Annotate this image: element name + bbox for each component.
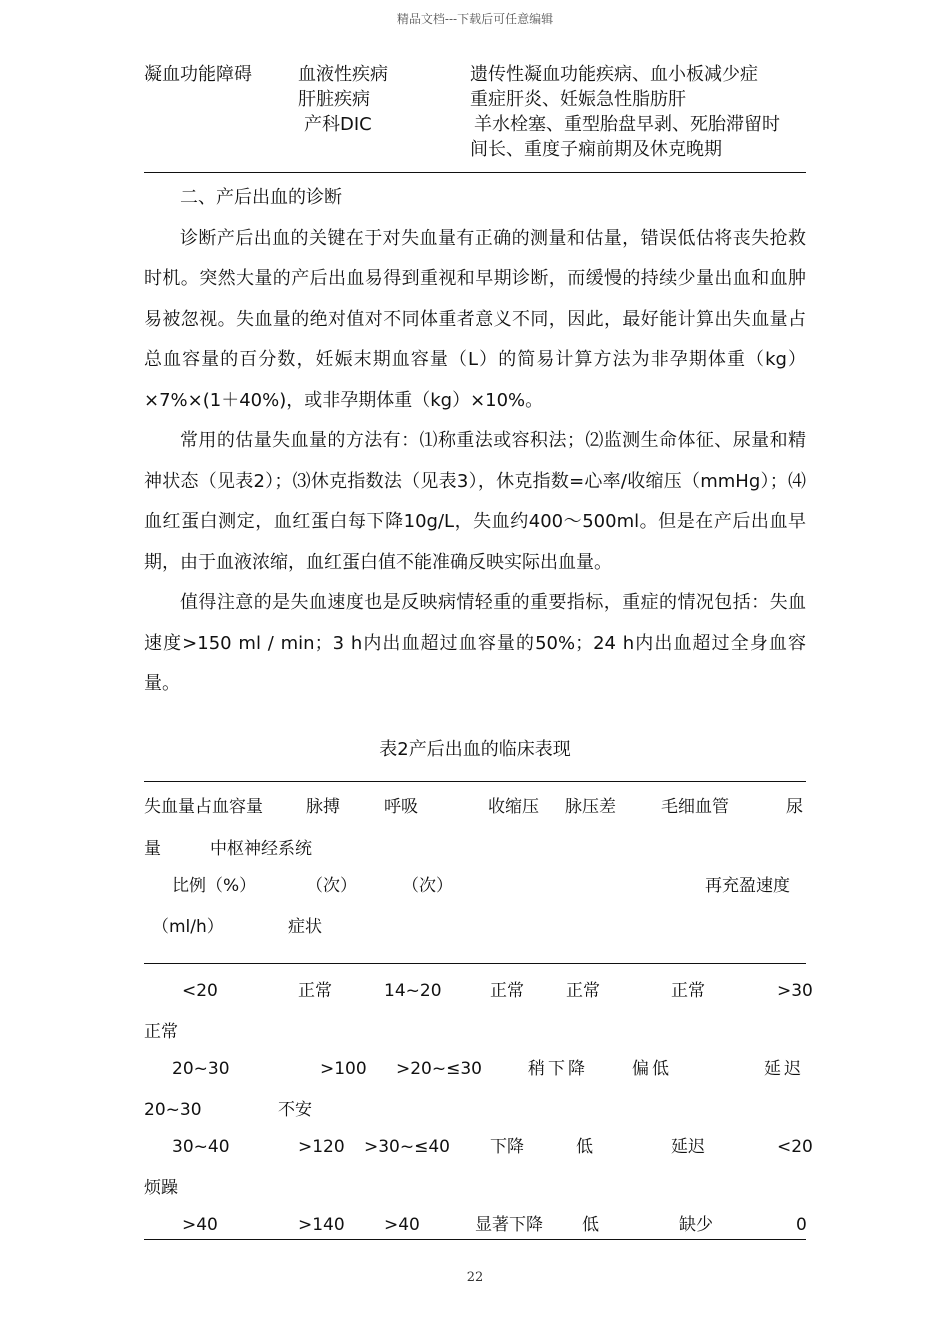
table-cell: >120 bbox=[298, 1137, 345, 1157]
paragraph: 常用的估量失血量的方法有：⑴称重法或容积法；⑵监测生命体征、尿量和精神状态（见表2）；⑶休克指数法（见表3），休克指数=心率/收缩压（mmHg）；⑷血红蛋白测定，血红蛋白每下降10g/L，失血约400～500ml。但是在产后出血早期，由于血液浓缩，血红蛋白值不能准确反映实际出血量。 bbox=[144, 430, 806, 573]
table-cell: 30~40 bbox=[172, 1137, 230, 1157]
header-cell: （次） bbox=[306, 876, 357, 896]
top-table-cell: 羊水栓塞、重型胎盘早剥、死胎滞留时 bbox=[474, 114, 780, 135]
table-cell: 20~30 bbox=[172, 1059, 230, 1079]
top-table-cell: 间长、重度子痫前期及休克晚期 bbox=[470, 139, 722, 160]
table-rule bbox=[144, 963, 806, 964]
header-cell: （ml/h） bbox=[152, 917, 224, 937]
table-cell: 0 bbox=[796, 1215, 807, 1235]
table-cell: >30 bbox=[777, 981, 813, 1001]
table-cell: 烦躁 bbox=[144, 1178, 178, 1198]
header-cell: 尿 bbox=[786, 797, 803, 817]
top-table-cell: 产科DIC bbox=[304, 114, 372, 135]
top-table-cell: 重症肝炎、妊娠急性脂肪肝 bbox=[470, 89, 686, 110]
table-cell: >20~≤30 bbox=[396, 1059, 482, 1079]
top-table-cell: 遗传性凝血功能疾病、血小板减少症 bbox=[470, 64, 758, 85]
header-cell: 脉搏 bbox=[306, 797, 340, 817]
table-cell: >40 bbox=[182, 1215, 218, 1235]
table-cell: 稍下降 bbox=[528, 1059, 588, 1079]
header-cell: 比例（%） bbox=[172, 876, 257, 896]
table-cell: 正常 bbox=[298, 981, 332, 1001]
header-cell: 再充盈速度 bbox=[705, 876, 790, 896]
top-table-cell: 凝血功能障碍 bbox=[144, 64, 252, 85]
header-cell: 失血量占血容量 bbox=[144, 797, 263, 817]
header-cell: 症状 bbox=[288, 917, 322, 937]
table-cell: 低 bbox=[582, 1215, 599, 1235]
header-cell: 量 bbox=[144, 839, 161, 859]
table-cell: 20~30 bbox=[144, 1100, 202, 1120]
body-text bbox=[144, 178, 806, 705]
table-cell: <20 bbox=[182, 981, 218, 1001]
top-table-cell: 血液性疾病 bbox=[298, 64, 388, 85]
table-cell: 下降 bbox=[490, 1137, 524, 1157]
table-cell: 低 bbox=[576, 1137, 593, 1157]
page-number: 22 bbox=[466, 1270, 484, 1285]
paragraph: 值得注意的是失血速度也是反映病情轻重的重要指标，重症的情况包括：失血速度>150 ml / min；3 h内出血超过血容量的50%；24 h内出血超过全身血容量。 bbox=[144, 592, 806, 694]
top-table-cell: 肝脏疾病 bbox=[298, 89, 370, 110]
table-caption: 表2产后出血的临床表现 bbox=[379, 739, 571, 760]
header-cell: 中枢神经系统 bbox=[210, 839, 312, 859]
table-cell: >100 bbox=[320, 1059, 367, 1079]
table-cell: >140 bbox=[298, 1215, 345, 1235]
table-cell: 缺少 bbox=[679, 1215, 713, 1235]
table-cell: <20 bbox=[777, 1137, 813, 1157]
table-cell: 14~20 bbox=[384, 981, 442, 1001]
table-cell: >40 bbox=[384, 1215, 420, 1235]
table-cell: 延迟 bbox=[764, 1059, 804, 1079]
table-cell: >30~≤40 bbox=[364, 1137, 450, 1157]
table-cell: 显著下降 bbox=[475, 1215, 543, 1235]
table-cell: 正常 bbox=[671, 981, 705, 1001]
header-cell: 收缩压 bbox=[488, 797, 539, 817]
table-rule bbox=[144, 781, 806, 782]
page-header: 精品文档---下载后可任意编辑 bbox=[396, 12, 554, 26]
section-heading: 二、产后出血的诊断 bbox=[180, 187, 342, 208]
table-rule bbox=[144, 172, 806, 173]
table-cell: 正常 bbox=[566, 981, 600, 1001]
table-cell: 偏低 bbox=[632, 1059, 672, 1079]
header-cell: 呼吸 bbox=[384, 797, 418, 817]
table-rule bbox=[144, 1239, 806, 1240]
header-cell: 脉压差 bbox=[565, 797, 616, 817]
table-cell: 正常 bbox=[490, 981, 524, 1001]
paragraph: 诊断产后出血的关键在于对失血量有正确的测量和估量，错误低估将丧失抢救时机。突然大量的产后出血易得到重视和早期诊断，而缓慢的持续少量出血和血肿易被忽视。失血量的绝对值对不同体重者意义不同，因此，最好能计算出失血量占总血容量的百分数，妊娠末期血容量（L）的简易计算方法为非孕期体重（kg）×7%×(1＋40%)，或非孕期体重（kg）×10%。 bbox=[144, 227, 806, 411]
table-cell: 不安 bbox=[278, 1100, 312, 1120]
header-cell: 毛细血管 bbox=[661, 797, 729, 817]
table-cell: 延迟 bbox=[671, 1137, 705, 1157]
header-cell: （次） bbox=[402, 876, 453, 896]
table-cell: 正常 bbox=[144, 1022, 178, 1042]
